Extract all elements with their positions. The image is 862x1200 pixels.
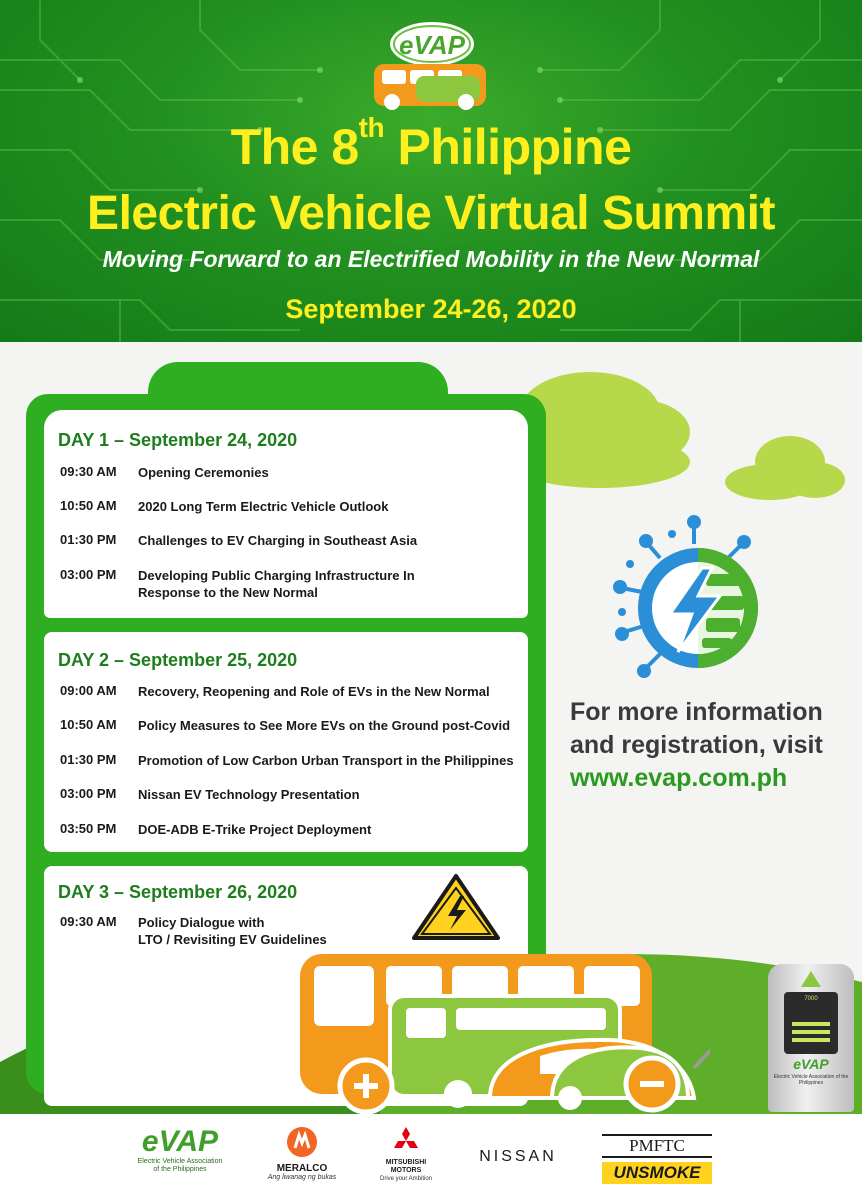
day2-title: DAY 2 – September 25, 2020 <box>58 650 298 670</box>
warning-electric-icon <box>410 872 502 942</box>
info-line2: and registration, visit <box>570 731 823 759</box>
mitsubishi-tagline: Drive your Ambition <box>379 1176 433 1182</box>
meralco-tagline: Ang liwanag ng bukas <box>267 1174 337 1181</box>
mitsubishi-line1: MITSUBISHI <box>385 1159 427 1166</box>
pmftc-name: PMFTC <box>602 1134 712 1158</box>
session-title: Opening Ceremonies <box>138 465 269 480</box>
sponsor-evap <box>130 1126 230 1174</box>
title-post: Philippine <box>384 119 632 175</box>
session-title-line2: Response to the New Normal <box>138 585 318 600</box>
charger-screen-value: 7000 <box>804 996 818 1002</box>
session-title: Challenges to EV Charging in Southeast Asia <box>138 533 418 548</box>
charger-caption: Electric Vehicle Association of the Philippines <box>773 1074 849 1086</box>
session-time: 10:50 AM <box>60 717 117 732</box>
charger-logo: eVAP <box>793 1056 829 1072</box>
session-title: Promotion of Low Carbon Urban Transport in the Philippines <box>138 753 514 768</box>
session-time: 03:50 PM <box>60 821 117 836</box>
header-banner <box>0 0 862 342</box>
session-title: 2020 Long Term Electric Vehicle Outlook <box>138 499 389 514</box>
registration-info <box>570 696 850 795</box>
session-title <box>138 567 528 601</box>
mitsubishi-diamonds-icon <box>391 1126 421 1154</box>
charging-station <box>768 964 854 1112</box>
session-title-line1: Developing Public Charging Infrastructure In <box>138 568 415 583</box>
sponsor-meralco <box>262 1126 342 1181</box>
ev-gear-icon <box>608 514 784 686</box>
evap-logo-text: eVAP <box>399 30 465 60</box>
title-superscript: th <box>358 112 385 143</box>
session-time: 01:30 PM <box>60 532 117 547</box>
evap-sponsor-logo: eVAP <box>141 1125 219 1158</box>
session-time: 03:00 PM <box>60 786 117 801</box>
session-title: Recovery, Reopening and Role of EVs in the New Normal <box>138 684 490 699</box>
session-title-line1: Policy Dialogue with <box>138 915 265 930</box>
session-title: Nissan EV Technology Presentation <box>138 787 360 802</box>
day2-panel <box>44 632 528 852</box>
evap-logo <box>362 14 502 114</box>
day3-title: DAY 3 – September 26, 2020 <box>58 882 298 902</box>
sponsor-mitsubishi <box>370 1126 442 1183</box>
sponsor-footer <box>0 1114 862 1200</box>
meralco-icon <box>286 1126 318 1158</box>
session-title: DOE-ADB E-Trike Project Deployment <box>138 822 372 837</box>
summit-date: September 24-26, 2020 <box>285 294 577 324</box>
cloud-icon <box>725 436 845 500</box>
summit-title-line2: Electric Vehicle Virtual Summit <box>87 187 775 240</box>
ev-vehicles-illustration <box>290 948 710 1114</box>
info-line1: For more information <box>570 698 823 726</box>
warning-triangle-icon <box>800 970 822 988</box>
charger-screen <box>784 992 838 1054</box>
day1-title: DAY 1 – September 24, 2020 <box>58 430 298 450</box>
unsmoke-logo: UNSMOKE <box>602 1162 712 1184</box>
session-time: 09:30 AM <box>60 914 117 929</box>
session-time: 03:00 PM <box>60 567 117 582</box>
session-time: 09:00 AM <box>60 683 117 698</box>
session-title-line2: LTO / Revisiting EV Guidelines <box>138 932 327 947</box>
session-time: 10:50 AM <box>60 498 117 513</box>
title-pre: The 8 <box>230 119 359 175</box>
session-time: 09:30 AM <box>60 464 117 479</box>
summit-title-line1 <box>0 112 862 176</box>
day1-panel <box>44 410 528 618</box>
evap-sponsor-line2: of the Philippines <box>153 1166 207 1173</box>
summit-subtitle: Moving Forward to an Electrified Mobility in the New Normal <box>102 246 760 272</box>
sponsor-pmftc <box>602 1134 712 1184</box>
mitsubishi-line2: MOTORS <box>390 1167 422 1174</box>
meralco-name: MERALCO <box>276 1163 328 1174</box>
evap-sponsor-line1: Electric Vehicle Association <box>137 1158 223 1165</box>
session-title: Policy Measures to See More EVs on the Ground post-Covid <box>138 718 511 733</box>
website-link[interactable]: www.evap.com.ph <box>570 764 788 792</box>
session-time: 01:30 PM <box>60 752 117 767</box>
nissan-logo: NISSAN <box>479 1148 557 1165</box>
